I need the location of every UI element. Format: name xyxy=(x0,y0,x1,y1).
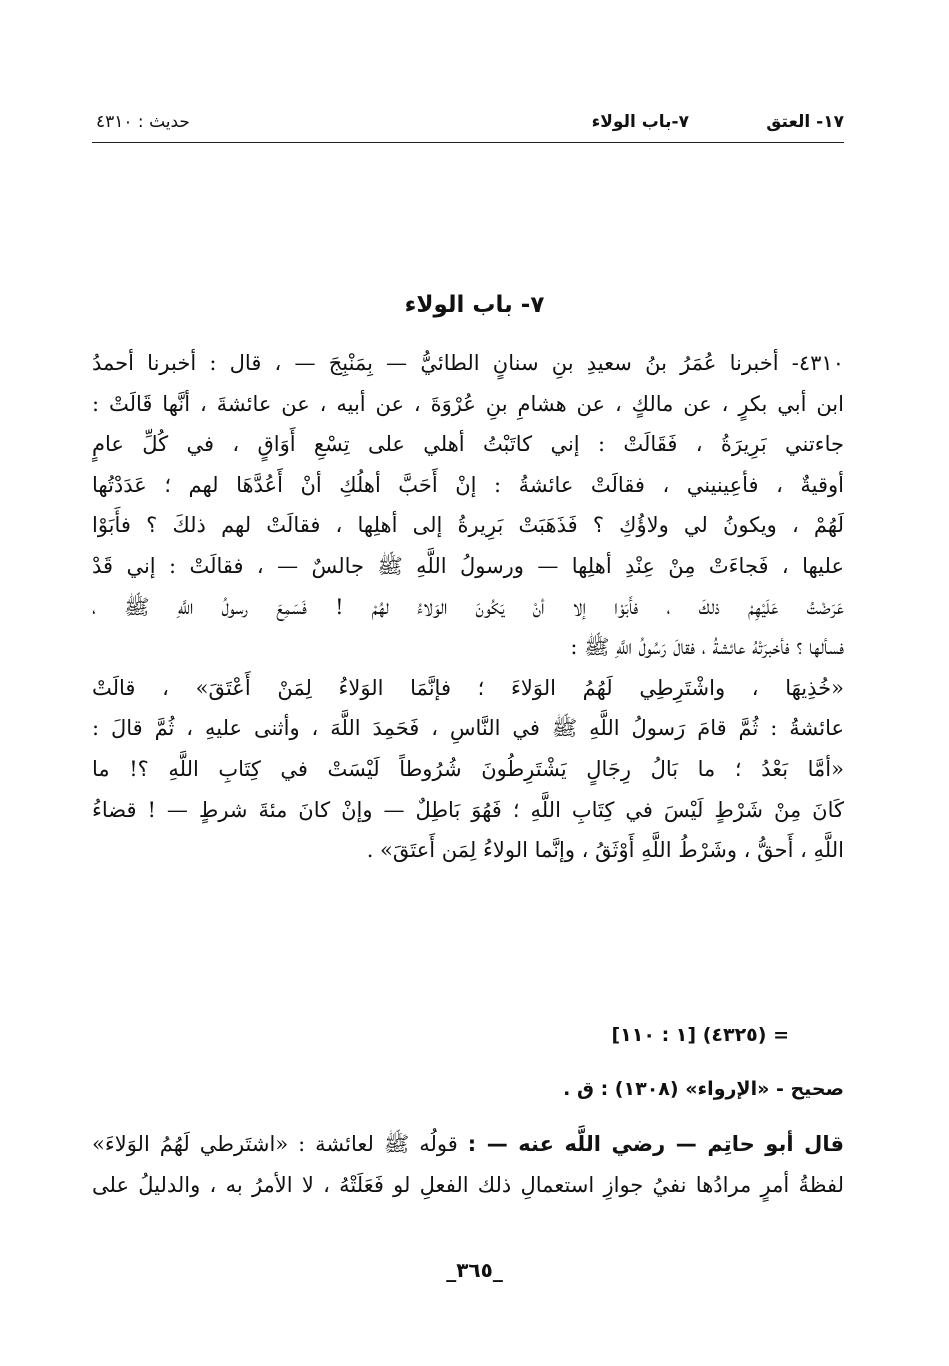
cross-reference: = (٤٣٢٥) [١ : ١١٠] xyxy=(611,1024,789,1046)
header-section: ٧-باب الولاء xyxy=(591,112,689,132)
running-header xyxy=(92,108,844,143)
page-number: _٣٦٥_ xyxy=(446,1258,503,1282)
text-line: اللَّهِ ، أَحقُّ ، وشَرْطُ اللَّهِ أَوْثَقُ ، وإنَّما الولاءُ لِمَن أَعتَقَ» . xyxy=(366,838,844,863)
text-line: جاءتني بَرِيرَةُ ، فَقَالَتْ : إني كاتَبْتُ أهلي على تِسْعِ أَوَاقٍ ، في كُلِّ عامٍ xyxy=(92,432,844,457)
commentary-lead: قال أبو حاتِم — رضي اللَّه عنه — : xyxy=(467,1132,844,1156)
grading-note: صحيح - «الإرواء» (١٣٠٨) : ق . xyxy=(563,1078,844,1100)
text-line: عليها ، فَجاءَتْ مِنْ عِنْدِ أهلِها — ورسولُ اللَّهِ ﷺ جالسٌ — ، فقالَتْ : إني قَدْ xyxy=(92,553,844,578)
text-line: «خُذِيهَا ، واشْتَرِطِي لَهُمُ الوَلاءَ ؛ فإنَّمَا الوَلاءُ لِمَنْ أَعْتَقَ» ، قالَتْ xyxy=(92,675,844,700)
commentary xyxy=(92,1122,844,1203)
text-line: ابن أبي بكرٍ ، عن مالكٍ ، عن هشامِ بنِ عُرْوَةَ ، عن أبيه ، عن عائشةَ ، أنَّها قَالَتْ : xyxy=(92,391,844,416)
text-line: ٤٣١٠- أخبرنا عُمَرُ بنُ سعيدِ بنِ سنانٍ الطائيُّ — بِمَنْبِجَ — ، قال : أخبرنا أحمدُ xyxy=(92,351,844,375)
commentary-line: لفظةُ أمرٍ مرادُها نفيُ جوازِ استعمالِ ذلك الفعلِ لو فَعَلَتْهُ ، لا الأمرُ به ، والدليلُ على xyxy=(92,1172,844,1197)
text-line: عَرَضْتُ عَلَيْهِمْ ذلكَ ، فأَبَوْا إلا أنْ يَكُونَ الوَلاءُ لهُمْ ! فَسَمِعَ رسولُ اللَّهِ ﷺ ، xyxy=(92,594,844,619)
text-line: عائشةُ : ثُمَّ قامَ رَسولُ اللَّهِ ﷺ في النَّاسِ ، فَحَمِدَ اللَّهَ ، وأثنى عليهِ ، ثُمَّ قالَ : xyxy=(92,716,844,741)
commentary-line xyxy=(92,1122,844,1163)
commentary-text: قولُه ﷺ لعائشة : «اشتَرطي لَهُمُ الوَلاءَ» xyxy=(92,1132,458,1156)
text-line: كَانَ مِنْ شَرْطٍ لَيْسَ في كِتَابِ اللَّهِ ؛ فَهُوَ بَاطِلٌ — وإنْ كانَ مئةَ شرطٍ — ! قضاءُ xyxy=(92,797,844,822)
text-line: فسألها ؟ فأخبرَتْهُ عائشةُ ، فقالَ رَسُولُ اللَّهِ ﷺ : xyxy=(570,635,844,660)
hadith-text xyxy=(92,343,844,871)
text-line: «أمَّا بَعْدُ ؛ ما بَالُ رِجَالٍ يَشْتَرِطُونَ شُرُوطاً لَيْسَتْ في كِتَابِ اللَّهِ ؟! ما xyxy=(92,756,844,781)
text-line: أوقيةٌ ، فأعِينيني ، فقالَتْ عائشةُ : إنْ أَحَبَّ أهلُكِ أنْ أَعُدَّهَا لهم ؛ عَدَدْتُها xyxy=(92,472,844,497)
header-hadith-ref: حديث : ٤٣١٠ xyxy=(96,112,190,132)
chapter-title: ٧- باب الولاء xyxy=(404,292,545,318)
header-chapter: ١٧- العتق xyxy=(766,112,844,132)
text-line: لَهُمْ ، ويكونُ لي ولاؤُكِ ؟ فَذَهَبَتْ بَرِيرةُ إلى أهلِها ، فقالَتْ لهم ذلكَ ؟ فأَبَوْا xyxy=(92,513,844,538)
